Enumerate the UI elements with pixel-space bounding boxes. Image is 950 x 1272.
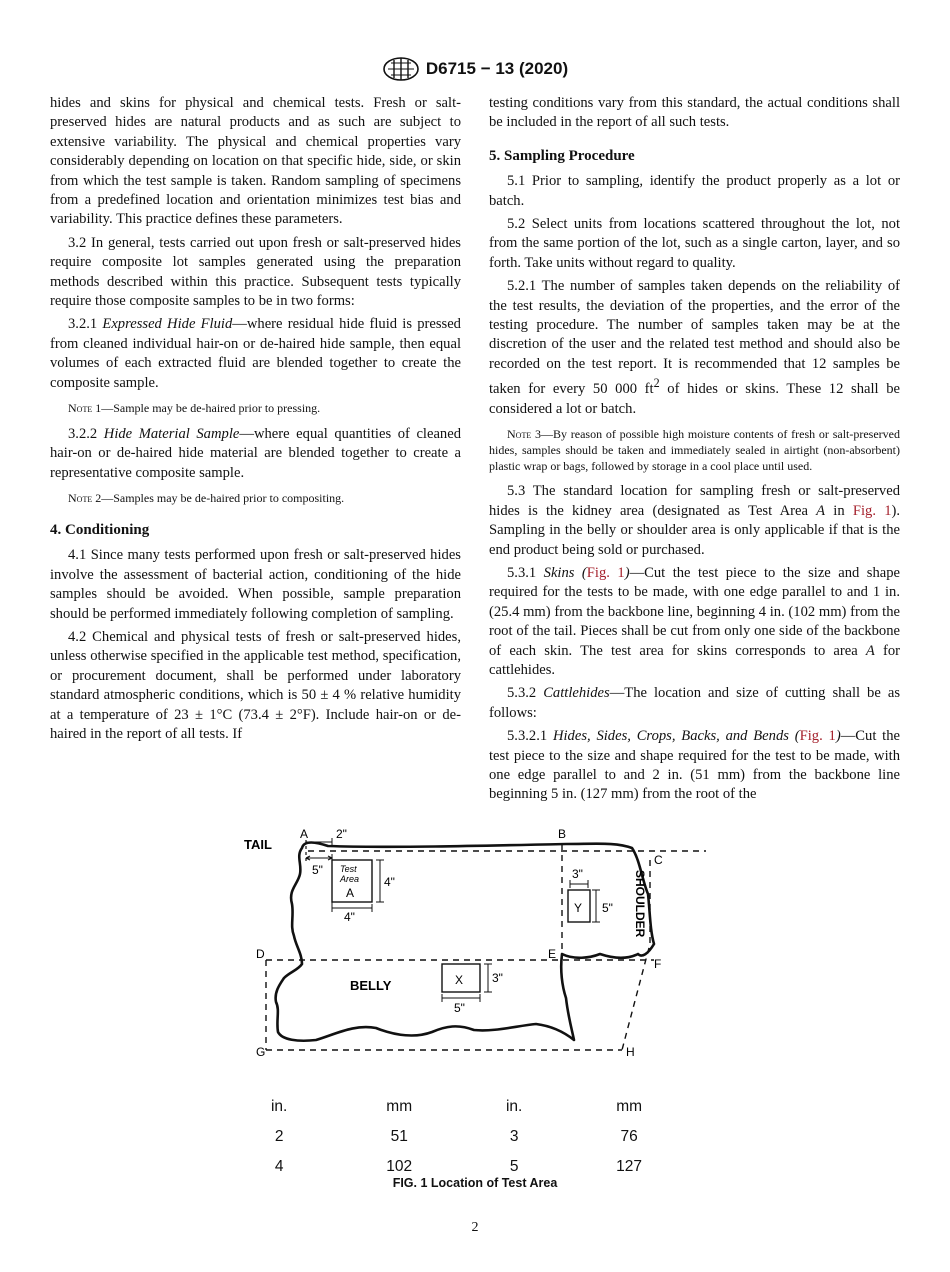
- paragraph-text: —The location and size of cutting shall be as follows:: [489, 685, 900, 721]
- section-number: 3.2.1: [68, 316, 98, 333]
- term-hides-sides: Hides, Sides, Crops, Backs, and Bends: [552, 728, 789, 745]
- paragraph-text: 5.3 The standard location for sampling fresh or salt-preserved hides is the kidney area (designated as Test Area: [489, 483, 900, 519]
- conversion-header: in.: [270, 1098, 288, 1115]
- section-heading-conditioning: 4. Conditioning: [50, 521, 150, 538]
- fig-1-link[interactable]: Fig. 1: [852, 502, 892, 519]
- area-y-label: Y: [574, 901, 583, 915]
- section-number: 5.3.1: [507, 564, 537, 581]
- point-f-label: F: [654, 957, 662, 971]
- conversion-header: mm: [386, 1098, 413, 1115]
- dim-3in-y-label: 3": [572, 867, 583, 881]
- paragraph-text: —where equal quantities of cleaned hair-on or de-haired hide material are blended together to create a representative composite sample.: [50, 425, 461, 481]
- point-g-label: G: [256, 1045, 266, 1059]
- paren-close: ): [624, 564, 630, 581]
- paragraph-text: 5.2.1 The number of samples taken depends on the reliability of the test results, the deviation of the properties, and the error of the testing procedure. The number of samples taken may be at the discretion of the user and the related test method and should also be recorded on the test report. It is recommended that 12 samples be taken for every 50 000 ft: [489, 278, 900, 398]
- figure-1-hide-diagram: [236, 820, 712, 1060]
- paren-close: ): [835, 728, 841, 745]
- paragraph-5-3: [489, 482, 900, 560]
- paren-open: (: [788, 728, 800, 745]
- shoulder-label: SHOULDER: [633, 870, 647, 938]
- conversion-cell: 51: [390, 1128, 408, 1145]
- dim-5in-x-label: 5": [454, 1001, 465, 1015]
- dim-4in-horizontal-label: 4": [344, 910, 355, 924]
- conversion-cell: 127: [616, 1158, 643, 1175]
- astm-logo-icon: [382, 57, 420, 81]
- paragraph-5-2: 5.2 Select units from locations scattered throughout the lot, not from the same portion of the lot, such as a single carton, layer, and so forth. Take units without regard to quality.: [489, 216, 900, 271]
- page-number: 2: [471, 1220, 479, 1235]
- point-d-label: D: [256, 947, 265, 961]
- conversion-row: [240, 1122, 710, 1152]
- conversion-cell: 2: [274, 1128, 284, 1145]
- belly-label: BELLY: [350, 978, 392, 993]
- figure-caption: FIG. 1 Location of Test Area: [392, 1176, 558, 1190]
- paragraph-text: for cattlehides.: [489, 642, 900, 678]
- section-number: 3.2.2: [68, 425, 98, 442]
- hide-diagram: [236, 820, 712, 1060]
- paragraph-5-3-2: [489, 684, 900, 723]
- term-expressed-hide-fluid: Expressed Hide Fluid: [102, 316, 233, 333]
- conversion-header: mm: [616, 1098, 643, 1115]
- note-2: [50, 491, 461, 507]
- area-x-label: X: [455, 973, 464, 987]
- fig-1-link[interactable]: Fig. 1: [586, 564, 625, 581]
- term-hide-material-sample: Hide Material Sample: [103, 425, 240, 442]
- paragraph-4-2-continued: testing conditions vary from this standard, the actual conditions shall be included in the report of all such tests.: [489, 95, 900, 131]
- point-h-label: H: [626, 1045, 635, 1059]
- superscript: 2: [653, 376, 660, 391]
- note-label: Note 3: [507, 426, 541, 441]
- paragraph-3-2: 3.2 In general, tests carried out upon fresh or salt-preserved hides require composite lot samples generated using the preparation methods described within this practice. Subsequent tests typically require those composite samples to be in two forms:: [50, 234, 461, 310]
- document-id: D6715 − 13 (2020): [425, 59, 569, 78]
- area-a-label: A: [346, 886, 355, 900]
- note-label: Note 2: [68, 491, 102, 506]
- point-c-label: C: [654, 853, 663, 867]
- note-label: Note 1: [68, 401, 102, 416]
- point-e-label: E: [548, 947, 557, 961]
- paragraph-4-1: 4.1 Since many tests performed upon fresh or salt-preserved hides involve the assessment of bacterial action, conditioning of the hide samples should be avoided. When possible, sample preparation should be performed immediately following completion of sampling.: [50, 547, 461, 622]
- paragraph-3-2-2: [50, 425, 461, 483]
- paragraph-4-2: 4.2 Chemical and physical tests of fresh or salt-preserved hides, unless otherwise specified in the applicable test method, specification, or procurement document, shall be performed under laboratory standard atmospheric conditions, which is 50 ± 4 % relative humidity at a temperature of 23 ± 1°C (73.4 ± 2°F). Include hair-on or de-haired in the report of all tests. If: [50, 628, 461, 742]
- conversion-cell: 3: [509, 1128, 519, 1145]
- paragraph-5-1: 5.1 Prior to sampling, identify the product properly as a lot or batch.: [489, 173, 900, 209]
- paragraph-5-3-2-1: [489, 727, 900, 805]
- note-text: —Samples may be de-haired prior to compositing.: [101, 491, 345, 506]
- note-text: —Sample may be de-haired prior to pressing.: [101, 401, 321, 416]
- tail-label: TAIL: [244, 837, 272, 852]
- term-skins: Skins: [543, 564, 575, 581]
- conversion-cell: 5: [509, 1158, 519, 1175]
- paragraph-3-1-continued: hides and skins for physical and chemical tests. Fresh or salt-preserved hides are natural products and as such are subject to extensive variability. The physical and chemical properties vary considerably depending on location on that specific hide, side, or skin from which the test sample is taken. Random sampling of specimens from a predefined location and orientation minimizes test bias and variability. This practice defines these parameters.: [50, 95, 461, 228]
- section-number: 5.3.2.1: [507, 728, 548, 745]
- conversion-cell: 76: [620, 1128, 638, 1145]
- paren-open: (: [574, 564, 587, 581]
- fig-1-link[interactable]: Fig. 1: [799, 728, 836, 745]
- dim-2in-label: 2": [336, 827, 347, 841]
- note-text: —By reason of possible high moisture contents of fresh or salt-preserved hides, samples should be taken and immediately sealed in airtight (non-absorbent) plastic wrap or bags, followed by storage in a cool place until used.: [489, 426, 900, 473]
- paragraph-text: ). Sampling in the belly or shoulder area is only applicable if that is the end product being sold or purchased.: [489, 502, 901, 558]
- paragraph-5-3-1: [489, 564, 900, 680]
- conversion-header: in.: [505, 1098, 523, 1115]
- paragraph-text: in: [825, 502, 853, 519]
- term-cattlehides: Cattlehides: [543, 685, 610, 702]
- paragraph-text: —Cut the test piece to the size and shape required for the tests to be made, with one edge parallel to and 1 in. (25.4 mm) from the backbone line, beginning 4 in. (102 mm) from the root of the tail. Pieces shall be cut from only one side of the backbone of each skin. The test area for skins corresponds to area: [489, 564, 900, 659]
- paragraph-text: of hides or skins. These 12 shall be considered a lot or batch.: [489, 381, 901, 417]
- dim-3in-x-label: 3": [492, 971, 503, 985]
- section-heading-sampling-procedure: 5. Sampling Procedure: [489, 147, 635, 164]
- area-letter: A: [816, 502, 826, 519]
- page-header: [0, 56, 950, 82]
- point-b-label: B: [558, 827, 567, 841]
- paragraph-text: —where residual hide fluid is pressed from cleaned individual hair-on or de-haired hide sample, then equal volumes of each extracted fluid are blended together to create the composite sample.: [50, 316, 461, 391]
- note-1: [50, 401, 461, 417]
- paragraph-text: —Cut the test piece to the size and shape required for the test to be made, with one edge parallel to and 2 in. (51 mm) from the backbone line beginning 5 in. (127 mm) from the root of the: [489, 728, 901, 803]
- test-area-label-2: Area: [340, 874, 360, 884]
- paragraph-5-2-1: [489, 277, 900, 419]
- conversion-header-row: [240, 1092, 710, 1122]
- unit-conversion-table: [240, 1092, 710, 1182]
- left-column: [50, 94, 461, 748]
- area-letter: A: [865, 642, 875, 659]
- note-3: [489, 427, 900, 474]
- conversion-cell: 4: [274, 1158, 284, 1175]
- conversion-cell: 102: [386, 1158, 413, 1175]
- dim-5in-a-label: 5": [312, 863, 323, 877]
- right-column: [489, 94, 900, 809]
- point-a-label: A: [300, 827, 309, 841]
- dim-5in-y-label: 5": [602, 901, 613, 915]
- paragraph-3-2-1: [50, 315, 461, 393]
- section-number: 5.3.2: [507, 685, 537, 702]
- test-area-label-1: Test: [340, 864, 357, 874]
- dim-4in-vertical-label: 4": [384, 875, 395, 889]
